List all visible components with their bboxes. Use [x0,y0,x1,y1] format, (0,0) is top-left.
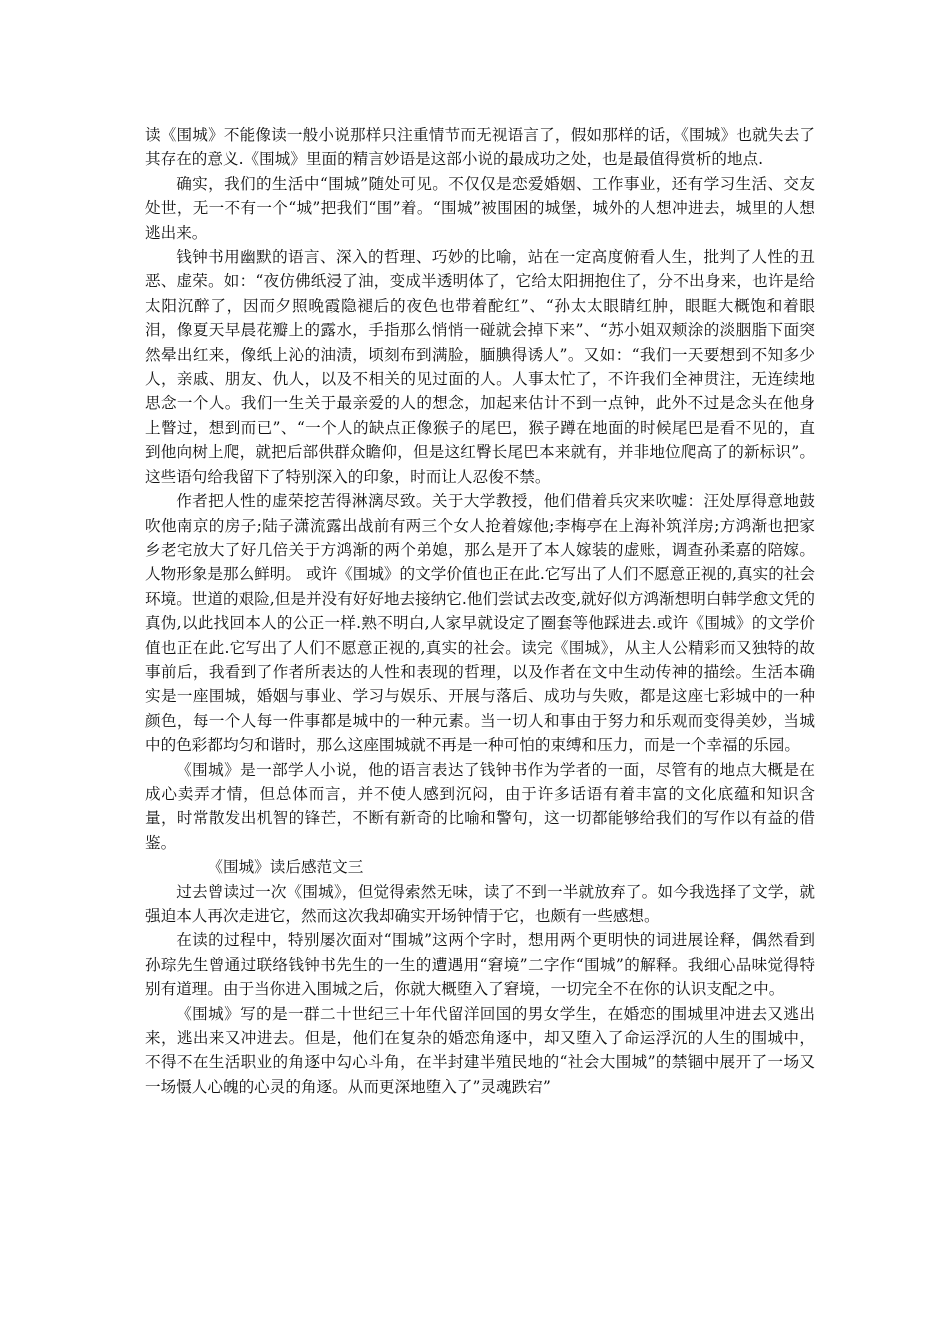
paragraph-predicament: 在读的过程中，特别屡次面对“围城”这两个字时，想用两个更明快的词进展诠释，偶然看到孙琮先生曾通过联络钱钟书先生的一生的遭遇用“窘境”二字作“围城”的解释。我细心品味觉得特别有道理。由于当你进入围城之后，你就大概堕入了窘境，一切完全不在你的认识支配之中。 [145,931,815,999]
paragraph-scholar-novel: 《围城》是一部学人小说，他的语言表达了钱钟书作为学者的一面，尽管有的地点大概是在成心卖弄才情，但总体而言，并不使人感到沉闷，由于许多话语有着丰富的文化底蕴和知识含量，时常散发出机智的锋芒，不断有新奇的比喻和警句，这一切都能够给我们的写作以有益的借鉴。 [145,760,815,852]
paragraph-reread: 过去曾读过一次《围城》，但觉得索然无味，读了不到一半就放弃了。如今我选择了文学，就强迫本人再次走进它，然而这次我却确实开场钟情于它，也颇有一些感想。 [145,882,815,925]
paragraph-vanity: 作者把人性的虚荣挖苦得淋漓尽致。关于大学教授，他们借着兵灾来吹嘘：汪处厚得意地鼓吹他南京的房子;陆子潇流露出战前有两三个女人抢着嫁他;李梅亭在上海补筑洋房;方鸿渐也把家乡老宅放大了好几倍关于方鸿渐的两个弟媳，那么是开了本人嫁装的虚账，调查孙柔嘉的陪嫁。人物形象是那么鲜明。 或许《围城》的文学价值也正在此.它写出了人们不愿意正视的,真实的社会环境。世道的艰险,但是并没有好好地去接纳它.他们尝试去改变,就好似方鸿渐想明白韩学愈文凭的真伪,以此找回本人的公正一样.熟不明白,人家早就设定了圈套等他踩进去.或许《围城》的文学价值也正在此.它写出了人们不愿意正视的,真实的社会。读完《围城》，从主人公精彩而又独特的故事前后，我看到了作者所表达的人性和表现的哲理，以及作者在文中生动传神的描绘。生活本确实是一座围城，婚姻与事业、学习与娱乐、开展与落后、成功与失败，都是这座七彩城中的一种颜色，每一个人每一件事都是城中的一种元素。当一切人和事由于努力和乐观而变得美妙，当城中的色彩都均匀和谐时，那么这座围城就不再是一种可怕的束缚和压力，而是一个幸福的乐园。 [145,492,815,755]
paragraph-besieged-everywhere: 确实，我们的生活中“围城”随处可见。不仅仅是恋爱婚姻、工作事业，还有学习生活、交友处世，无一不有一个“城”把我们“围”着。“围城”被围困的城堡，城外的人想冲进去，城里的人想逃出来。 [145,174,815,242]
document-body [145,123,815,1099]
paragraph-intro: 读《围城》不能像读一般小说那样只注重情节而无视语言了，假如那样的话，《围城》也就失去了其存在的意义.《围城》里面的精言妙语是这部小说的最成功之处，也是最值得赏析的地点. [145,126,815,169]
paragraph-plot: 《围城》写的是一群二十世纪三十年代留洋回国的男女学生，在婚恋的围城里冲进去又逃出来，逃出来又冲进去。但是，他们在复杂的婚恋角逐中，却又堕入了命运浮沉的人生的围城中，不得不在生活职业的角逐中勾心斗角，在半封建半殖民地的“社会大围城”的禁锢中展开了一场又一场慑人心魄的心灵的角逐。从而更深地堕入了”灵魂跌宕” [145,1004,815,1096]
section-heading: 《围城》读后感范文三 [207,858,364,877]
paragraph-qian-language: 钱钟书用幽默的语言、深入的哲理、巧妙的比喻，站在一定高度俯看人生，批判了人性的丑恶、虚荣。如：“夜仿佛纸浸了油，变成半透明体了，它给太阳拥抱住了，分不出身来，也许是给太阳沉醉了，因而夕照晚霞隐褪后的夜色也带着酡红”、“孙太太眼睛红肿，眼眶大概饱和着眼泪，像夏天早晨花瓣上的露水，手指那么悄悄一碰就会掉下来”、“苏小姐双颊涂的淡胭脂下面突然晕出红来，像纸上沁的油渍，顷刻布到满脸，腼腆得诱人”。又如：“我们一天要想到不知多少人，亲戚、朋友、仇人，以及不相关的见过面的人。人事太忙了，不许我们全神贯注，无连续地思念一个人。我们一生关于最亲爱的人的想念，加起来估计不到一点钟，此外不过是念头在他身上瞥过，想到而已”、“一个人的缺点正像猴子的尾巴，猴子蹲在地面的时候尾巴是看不见的，直到他向树上爬，就把后部供群众瞻仰，但是这红臀长尾巴本来就有，并非地位爬高了的新标识”。这些语句给我留下了特别深入的印象，时而让人忍俊不禁。 [145,248,815,486]
